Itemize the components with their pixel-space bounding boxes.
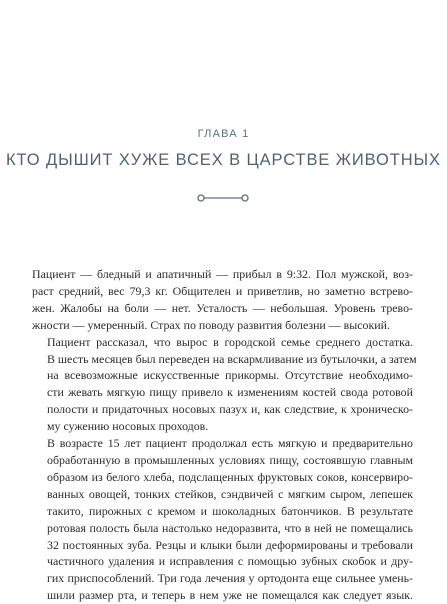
text-line: такито, пирожных с кремом и шоколадных батончиков. В результате (47, 503, 413, 518)
text-line: 32 постоянных зуба. Резцы и клыки были деформированы и требовали (47, 537, 413, 552)
text-line: частичного удаления и исправления с помощью зубных скобок и дру- (47, 554, 413, 569)
text-line: обработанную в промышленных условиях пищу, состоявшую главным (47, 452, 413, 467)
text-line: образом из белого хлеба, подслащенных фруктовых соков, консервиро- (47, 469, 413, 484)
paragraph (32, 266, 413, 334)
text-line: жен. Жалобы на боли — нет. Усталость — небольшая. Уровень трево- (32, 300, 413, 315)
text-line: раст средний, вес 79,3 кг. Общителен и приветлив, но заметно встрево- (32, 283, 413, 298)
text-line: Пациент рассказал, что вырос в городской семье среднего достатка. (47, 334, 413, 349)
text-line: жности — умеренный. Страх по поводу развития болезни — высокий. (32, 317, 390, 332)
chapter-title: КТО ДЫШИТ ХУЖЕ ВСЕХ В ЦАРСТВЕ ЖИВОТНЫХ (6, 151, 441, 169)
text-line: гих приспособлений. Три года лечения у ортодонта еще сильнее умень- (47, 571, 413, 586)
text-line: му сужению носовых проходов. (47, 419, 209, 434)
text-line: В возрасте 15 лет пациент продолжал есть мягкую и предварительно (47, 436, 413, 451)
text-line: ванных овощей, тонких стейков, сэндвичей с мягким сыром, лепешек (47, 486, 413, 501)
text-line: на всевозможные искусственные прикормы. Отсутствие необходимо- (47, 368, 413, 383)
chapter-label: ГЛАВА 1 (197, 128, 250, 140)
paragraph (32, 334, 417, 435)
text-line: В шесть месяцев был переведен на вскармливание из бутылочки, а затем (47, 351, 417, 366)
text-line: Пациент — бледный и апатичный — прибыл в 9:32. Пол мужской, воз- (32, 267, 413, 281)
text-line: ротовая полость была настолько недоразвита, что в ней не помещались (47, 520, 413, 535)
text-line: шили размер рта, и теперь в нем уже не помещался как следует язык. (47, 588, 413, 603)
chapter-body (32, 266, 417, 604)
text-line: сти жевать мягкую пищу привело к изменениям костей свода ротовой (47, 385, 413, 400)
paragraph (32, 435, 413, 604)
ornament-divider-icon (197, 192, 249, 204)
text-line: полости и придаточных носовых пазух и, как следствие, к хроническо- (47, 402, 413, 417)
